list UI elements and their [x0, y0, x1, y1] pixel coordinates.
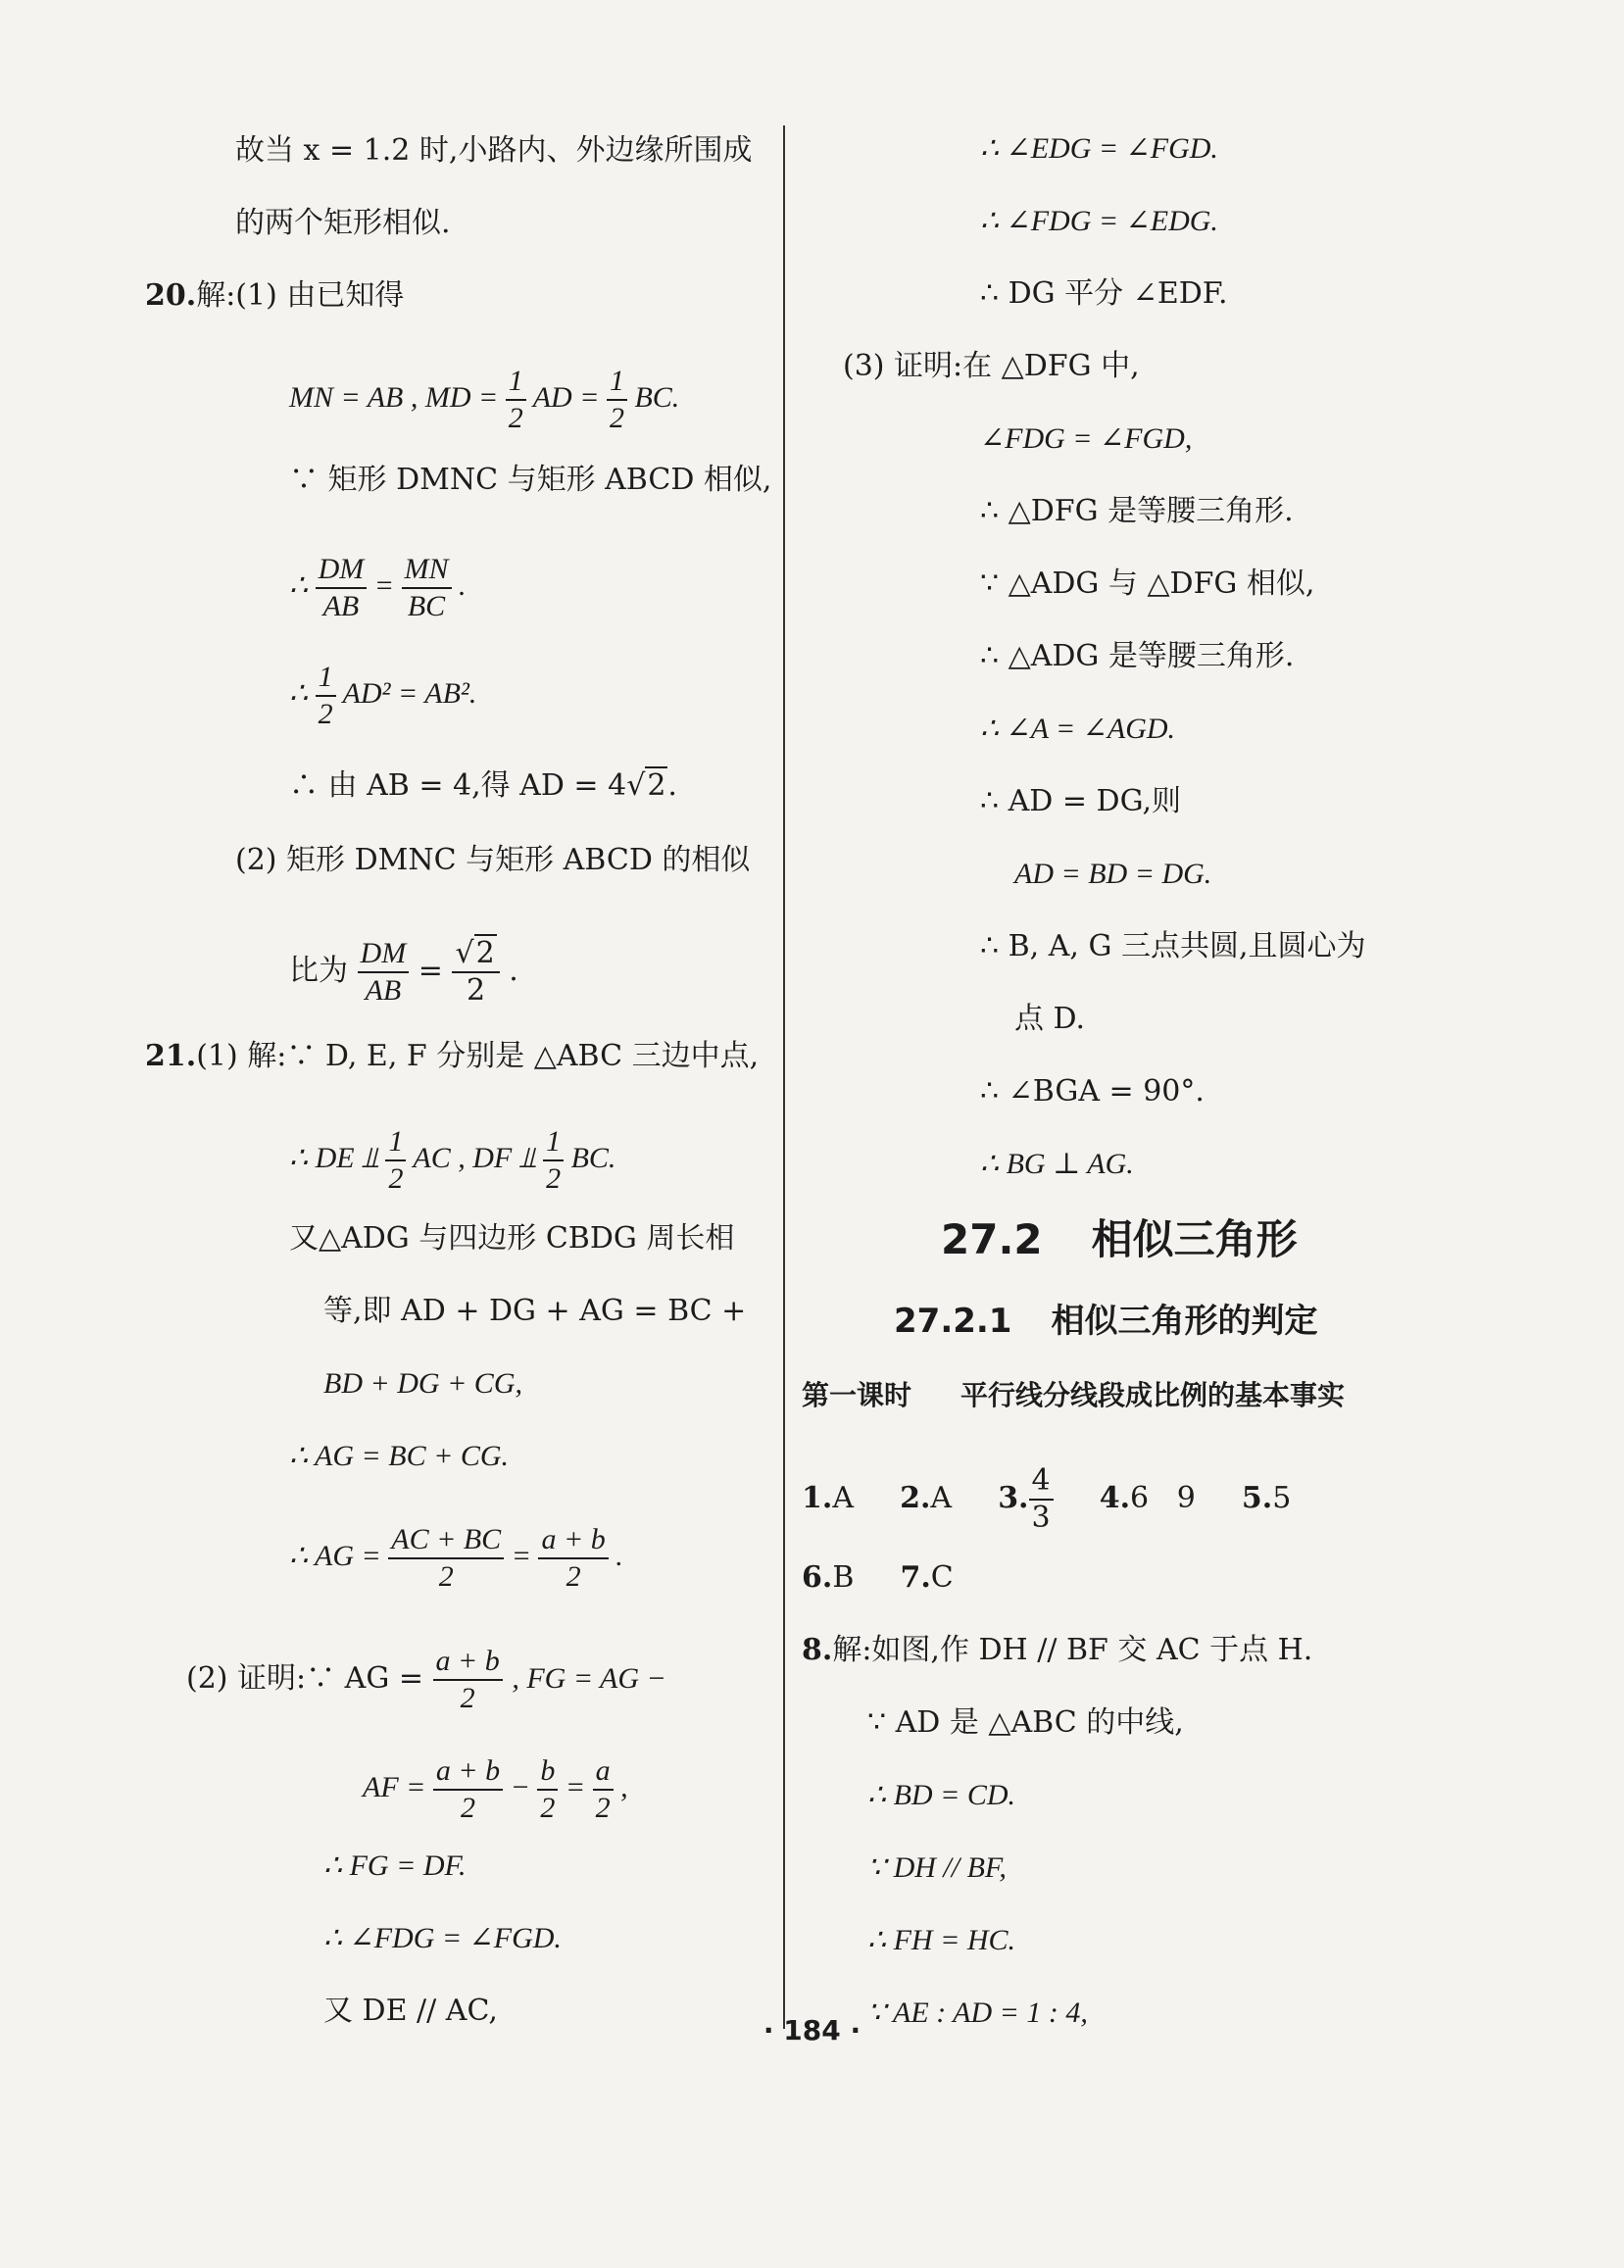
question-8 [802, 1631, 1312, 1670]
fraction: $\frac{1}{2}$ [506, 367, 526, 433]
fraction: $\frac{b}{2}$ [537, 1756, 558, 1823]
fraction: $\frac{1}{2}$ [607, 367, 627, 433]
section-number: 27.2 [941, 1215, 1043, 1263]
text-line: ∴ ∠A = ∠AGD. [980, 713, 1176, 745]
fraction: $\frac{a + b}{2}$ [433, 1756, 503, 1823]
fraction: $\frac{1}{2}$ [385, 1127, 406, 1194]
text-line: (3) 证明:在 △DFG 中, [843, 349, 1140, 383]
answer-number: 6. [802, 1560, 833, 1595]
text-line: ∴ BD = CD. [867, 1779, 1015, 1811]
math-text: − [510, 1770, 530, 1803]
fraction: $\frac{AC + BC}{2}$ [388, 1525, 504, 1592]
page-number-dot: · [850, 2014, 861, 2046]
answer-value: B [832, 1560, 855, 1595]
question-text: 解:如图,作 DH // BF 交 AC 于点 H. [832, 1633, 1313, 1667]
column-divider [783, 125, 785, 2029]
math-text: , [620, 1770, 628, 1803]
text-line: ∵ 矩形 DMNC 与矩形 ABCD 相似, [289, 463, 772, 497]
math-text: = [373, 568, 394, 602]
math-text: MN = AB , MD = [289, 380, 499, 414]
therefore-symbol: ∴ [289, 768, 319, 803]
text-line: ∴ B, A, G 三点共圆,且圆心为 [980, 929, 1366, 963]
answer-value: C [930, 1560, 954, 1595]
equation-line [186, 1645, 666, 1714]
answer-number: 4. [1099, 1481, 1131, 1515]
math-text: BC. [634, 380, 680, 414]
text-line: ∴ AG = BC + CG. [289, 1440, 510, 1472]
subsection-title: 相似三角形的判定 [1051, 1302, 1318, 1341]
question-number: 8. [802, 1633, 833, 1667]
text-line: ∴ △DFG 是等腰三角形. [980, 494, 1294, 528]
answer-number: 1. [802, 1481, 833, 1515]
math-text: = [511, 1539, 531, 1572]
text-line: ∵ AE : AD = 1 : 4, [867, 1997, 1088, 2029]
equation-line [363, 1754, 628, 1824]
text-line: AD = BD = DG. [1014, 858, 1212, 890]
math-text: = [418, 954, 443, 988]
text-line: 点 D. [1014, 1002, 1086, 1036]
text-line: ∴ ∠BGA = 90°. [980, 1074, 1205, 1109]
fraction: $\frac{4}{3}$ [1029, 1466, 1054, 1533]
text-line: ∴ FG = DF. [323, 1849, 467, 1882]
question-20 [145, 276, 404, 316]
therefore-symbol: ∴ [289, 568, 309, 602]
math-text: ∴ AG = [289, 1539, 381, 1572]
math-text: AC , DF ⫫ [413, 1141, 536, 1174]
equation-line [289, 936, 518, 1008]
fraction: $\frac{1}{2}$ [316, 663, 336, 729]
text-line: BD + DG + CG, [323, 1367, 522, 1400]
fraction: $\frac{DM}{AB}$ [358, 939, 410, 1006]
fraction: $\frac{a + b}{2}$ [433, 1647, 503, 1713]
math-text: . [459, 568, 467, 602]
answer-value: A [930, 1481, 953, 1515]
text-line: 的两个矩形相似. [235, 206, 451, 240]
equation-line [289, 661, 477, 730]
section-title: 相似三角形 [1091, 1215, 1298, 1263]
therefore-symbol: ∴ [289, 676, 309, 710]
text-line: ∴ ∠FDG = ∠EDG. [980, 205, 1218, 237]
question-text: 解:(1) 由已知得 [196, 278, 405, 313]
text-line: ∴ FH = HC. [867, 1924, 1015, 1956]
equation-line [289, 1125, 616, 1195]
math-text: AD² = AB². [342, 676, 477, 710]
text-line: ∵ DH // BF, [867, 1851, 1007, 1884]
text-line: (2) 矩形 DMNC 与矩形 ABCD 的相似 [235, 843, 751, 877]
section-heading [941, 1215, 1298, 1264]
math-text: BC. [570, 1141, 616, 1174]
math-text: AD = [532, 380, 600, 414]
equation-line [289, 1523, 623, 1593]
fraction: $\frac{a}{2}$ [593, 1756, 614, 1823]
math-text: = [565, 1770, 586, 1803]
math-text: 由 AB = 4,得 AD = 4 [327, 768, 627, 803]
answer-value: 6 9 [1130, 1481, 1196, 1515]
text-line: ∴ AD = DG,则 [980, 784, 1182, 818]
question-number: 21. [145, 1039, 197, 1073]
square-root: √2 [626, 768, 666, 803]
lesson-heading [802, 1378, 1345, 1413]
answer-value: A [832, 1481, 854, 1515]
fraction: $\frac{√2}{2}$ [452, 939, 499, 1006]
equation-line [289, 365, 680, 434]
question-21 [145, 1037, 759, 1076]
fraction: $\frac{MN}{BC}$ [402, 555, 452, 621]
equation-line [289, 766, 677, 806]
answer-number: 3. [998, 1481, 1029, 1515]
text-line: ∵ △ADG 与 △DFG 相似, [980, 567, 1315, 601]
subsection-number: 27.2.1 [894, 1302, 1012, 1341]
answers-line [802, 1463, 1292, 1535]
answer-number: 7. [900, 1560, 931, 1595]
math-text: , FG = AG − [512, 1662, 666, 1695]
answer-number: 5. [1241, 1481, 1273, 1515]
text-line: ∴ ∠FDG = ∠FGD. [323, 1922, 562, 1954]
text-line: ∴ △ADG 是等腰三角形. [980, 639, 1295, 673]
page-number [0, 2014, 1624, 2046]
math-text: (2) 证明:∵ AG = [186, 1661, 423, 1696]
page-number-dot: · [763, 2014, 774, 2046]
fraction: $\frac{DM}{AB}$ [316, 555, 368, 621]
answers-line [802, 1558, 954, 1598]
answer-value: 5 [1272, 1481, 1292, 1515]
subsection-heading [894, 1302, 1317, 1341]
math-text: ∴ DE ⫫ [289, 1141, 378, 1174]
text-line: ∴ BG ⊥ AG. [980, 1148, 1134, 1180]
text-line: 又 DE // AC, [323, 1994, 498, 2028]
text-line: ∴ DG 平分 ∠EDF. [980, 276, 1228, 311]
answer-number: 2. [900, 1481, 931, 1515]
text-line: ∠FDG = ∠FGD, [980, 422, 1193, 455]
math-text: AF = [363, 1770, 426, 1803]
math-text: . [509, 954, 518, 988]
fraction: $\frac{1}{2}$ [543, 1127, 564, 1194]
lesson-title: 平行线分线段成比例的基本事实 [960, 1379, 1346, 1411]
text-line: ∵ AD 是 △ABC 的中线, [867, 1705, 1184, 1740]
fraction: $\frac{a + b}{2}$ [538, 1525, 608, 1592]
text-line: ∴ ∠EDG = ∠FGD. [980, 132, 1218, 165]
question-text: (1) 解:∵ D, E, F 分别是 △ABC 三边中点, [196, 1039, 760, 1073]
math-text: . [615, 1539, 623, 1572]
question-number: 20. [145, 278, 197, 313]
math-text: 比为 [289, 954, 348, 988]
page-number-value: 184 [783, 2014, 841, 2046]
equation-line [289, 553, 467, 622]
math-text: . [667, 768, 677, 803]
lesson-label: 第一课时 [802, 1379, 912, 1411]
text-line: 故当 x = 1.2 时,小路内、外边缘所围成 [235, 133, 753, 168]
text-line: 等,即 AD + DG + AG = BC + [323, 1294, 747, 1328]
text-line: 又△ADG 与四边形 CBDG 周长相 [289, 1221, 735, 1256]
